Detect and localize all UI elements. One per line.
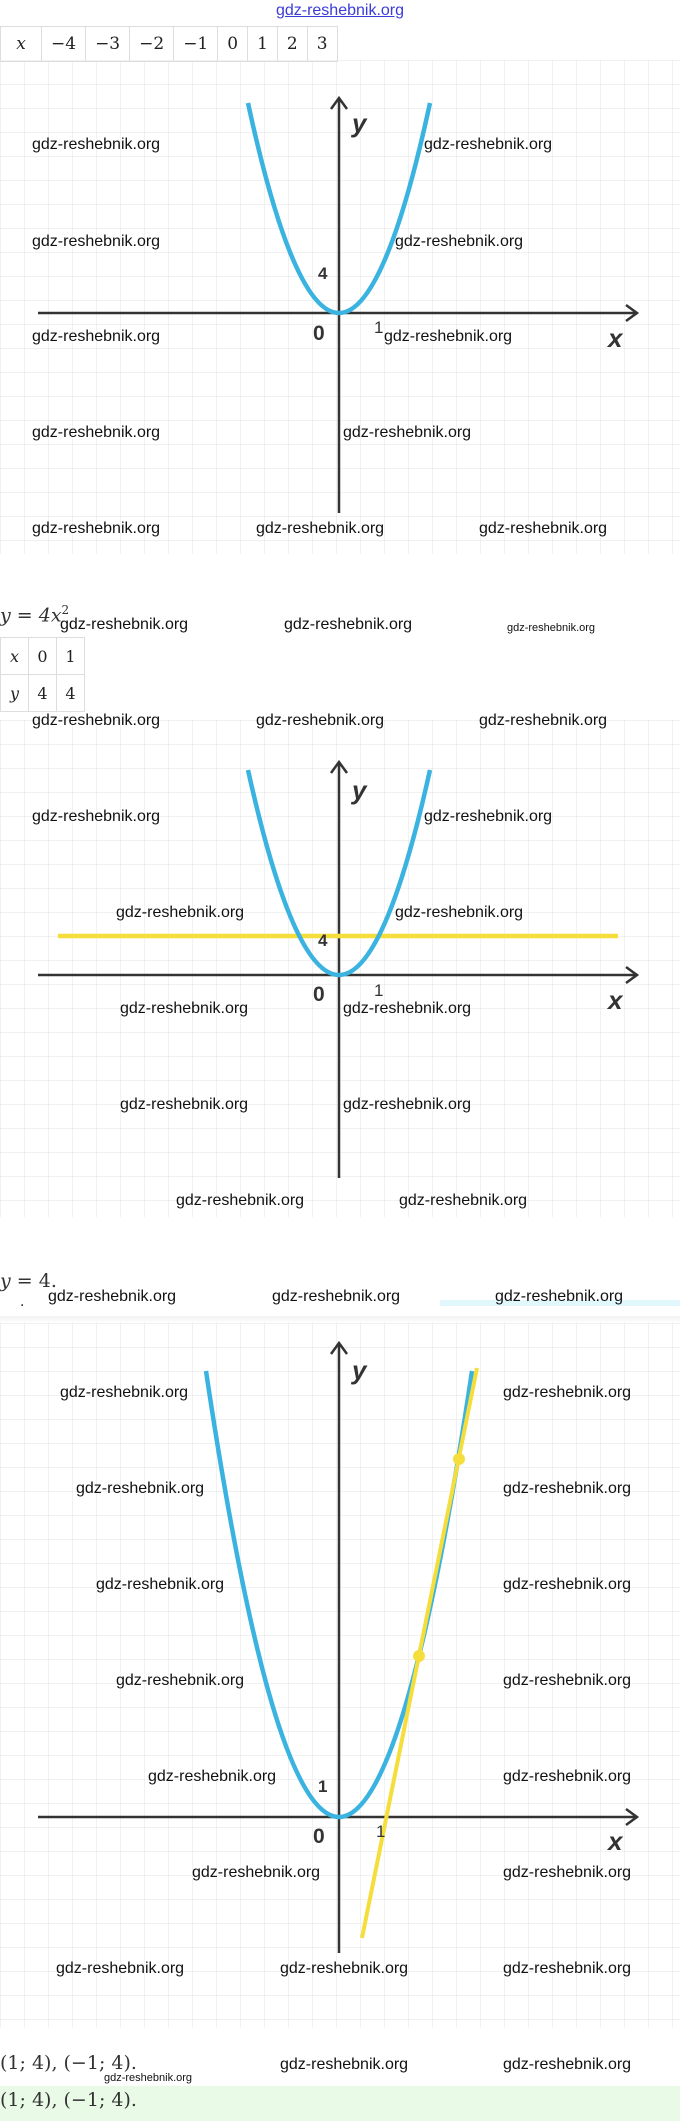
equation-parabola: $y = 4x^2$	[0, 603, 70, 627]
watermark: gdz-reshebnik.org	[503, 1576, 632, 1593]
watermark: gdz-reshebnik.org	[503, 1960, 632, 1977]
watermark: gdz-reshebnik.org	[280, 1960, 409, 1977]
svg-text:y: y	[352, 1355, 367, 1385]
watermark: gdz-reshebnik.org	[32, 328, 161, 345]
watermark: gdz-reshebnik.org	[120, 1000, 249, 1017]
y-axis-label: y	[352, 108, 367, 138]
site-link[interactable]: gdz-reshebnik.org	[275, 2, 405, 19]
watermark: gdz-reshebnik.org	[60, 616, 189, 633]
watermark: gdz-reshebnik.org	[343, 424, 472, 441]
svg-text:1: 1	[318, 1777, 328, 1796]
table-cell: 2	[277, 27, 307, 62]
x-axis-label: x	[608, 323, 623, 353]
watermark: gdz-reshebnik.org	[284, 616, 413, 633]
watermark: gdz-reshebnik.org	[399, 1192, 528, 1209]
watermark: gdz-reshebnik.org	[56, 1960, 185, 1977]
watermark: gdz-reshebnik.org	[343, 1000, 472, 1017]
watermark: gdz-reshebnik.org	[424, 136, 553, 153]
watermark: gdz-reshebnik.org	[192, 1864, 321, 1881]
watermark: gdz-reshebnik.org	[395, 904, 524, 921]
watermark: gdz-reshebnik.org	[503, 1384, 632, 1401]
watermark: gdz-reshebnik.org	[479, 712, 608, 729]
watermark: gdz-reshebnik.org	[503, 1768, 632, 1785]
table-cell: 0	[218, 27, 248, 62]
watermark: gdz-reshebnik.org	[256, 520, 385, 537]
watermark: gdz-reshebnik.org	[384, 328, 513, 345]
watermark: gdz-reshebnik.org	[48, 1288, 177, 1305]
x-values-table	[0, 26, 338, 62]
watermark: gdz-reshebnik.org	[272, 1288, 401, 1305]
watermark: gdz-reshebnik.org	[116, 904, 245, 921]
watermark: gdz-reshebnik.org	[104, 2072, 193, 2084]
watermark: gdz-reshebnik.org	[424, 808, 553, 825]
watermark: gdz-reshebnik.org	[32, 136, 161, 153]
watermark: gdz-reshebnik.org	[96, 1576, 225, 1593]
table-cell: 3	[307, 27, 337, 62]
table-cell: −2	[130, 27, 174, 62]
answer-text: (1; 4), (−1; 4).	[0, 2052, 137, 2074]
watermark: gdz-reshebnik.org	[507, 622, 596, 634]
origin-label: 0	[313, 322, 325, 345]
svg-text:0: 0	[313, 1825, 325, 1848]
watermark: gdz-reshebnik.org	[116, 1672, 245, 1689]
watermark: gdz-reshebnik.org	[395, 233, 524, 250]
svg-text:0: 0	[313, 983, 325, 1006]
watermark: gdz-reshebnik.org	[32, 712, 161, 729]
xy-values-table	[0, 637, 85, 712]
watermark: gdz-reshebnik.org	[343, 1096, 472, 1113]
watermark: gdz-reshebnik.org	[503, 1480, 632, 1497]
table-cell: −3	[86, 27, 130, 62]
svg-text:1: 1	[374, 981, 384, 1000]
table-cell: 1	[248, 27, 278, 62]
watermark: gdz-reshebnik.org	[148, 1768, 277, 1785]
table-row: y 4 4	[1, 675, 85, 712]
table-cell: −4	[42, 27, 86, 62]
watermark: gdz-reshebnik.org	[176, 1192, 305, 1209]
watermark: gdz-reshebnik.org	[76, 1480, 205, 1497]
watermark: gdz-reshebnik.org	[503, 2056, 632, 2073]
bullet-dot: .	[20, 1294, 25, 1310]
table-header-x: x	[1, 27, 42, 62]
parabola-graph	[0, 60, 680, 554]
watermark: gdz-reshebnik.org	[32, 520, 161, 537]
watermark: gdz-reshebnik.org	[32, 424, 161, 441]
watermark: gdz-reshebnik.org	[256, 712, 385, 729]
watermark: gdz-reshebnik.org	[32, 233, 161, 250]
svg-text:y: y	[352, 775, 367, 805]
watermark: gdz-reshebnik.org	[60, 1384, 189, 1401]
svg-text:4: 4	[318, 931, 328, 950]
watermark: gdz-reshebnik.org	[32, 808, 161, 825]
watermark: gdz-reshebnik.org	[503, 1672, 632, 1689]
equation-line: y = 4.	[0, 1270, 57, 1292]
x-tick-label: 1	[374, 318, 384, 337]
intersection-point	[453, 1453, 465, 1465]
divider	[0, 1316, 680, 1323]
svg-text:x: x	[608, 1826, 623, 1856]
svg-text:1: 1	[376, 1822, 386, 1841]
parabola-line-graph	[0, 720, 680, 1217]
answer-text-highlighted: (1; 4), (−1; 4).	[0, 2089, 137, 2111]
table-row: x 0 1	[1, 638, 85, 675]
y-tick-label: 4	[318, 264, 328, 283]
watermark: gdz-reshebnik.org	[503, 1864, 632, 1881]
watermark: gdz-reshebnik.org	[495, 1288, 624, 1305]
watermark: gdz-reshebnik.org	[479, 520, 608, 537]
intersection-point	[413, 1650, 425, 1662]
svg-text:x: x	[608, 985, 623, 1015]
watermark: gdz-reshebnik.org	[120, 1096, 249, 1113]
table-cell: −1	[174, 27, 218, 62]
watermark: gdz-reshebnik.org	[280, 2056, 409, 2073]
